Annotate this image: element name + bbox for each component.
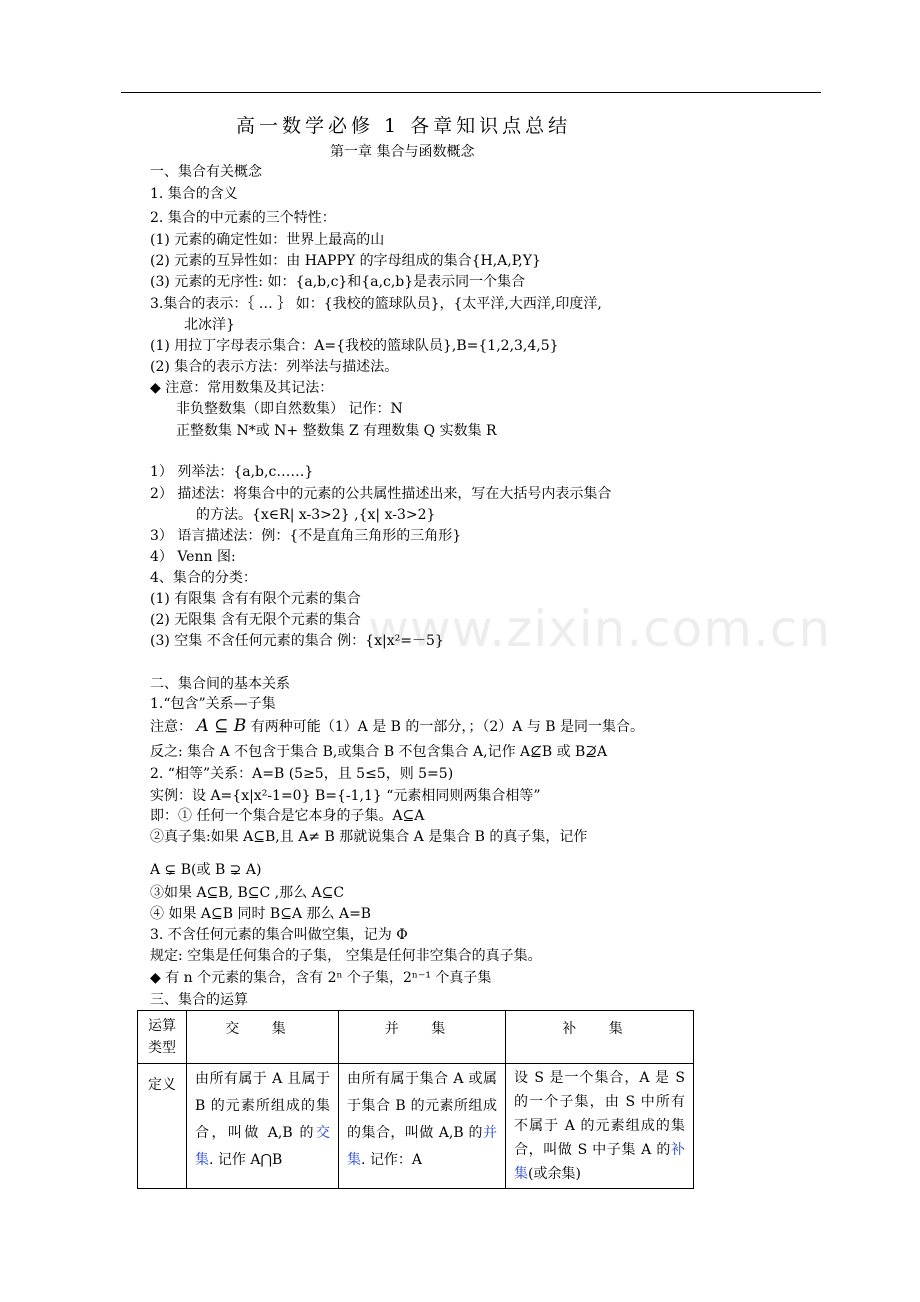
row-label: 定义 [138, 1064, 187, 1189]
section-heading-2: 二、集合间的基本关系 [150, 676, 290, 692]
text-line: ◆ 注意：常用数集及其记法： [150, 380, 334, 396]
chapter-title: 第一章 集合与函数概念 [330, 144, 475, 160]
text-line: (2) 无限集 含有无限个元素的集合 [150, 612, 361, 628]
text-line: ④ 如果 A⊆B 同时 B⊆A 那么 A=B [150, 906, 372, 922]
cell-text: 由所有属于 A 且属于 B 的元素所组成的集合，叫做 A,B 的 [195, 1071, 330, 1141]
text-line: (1) 有限集 含有有限个元素的集合 [150, 591, 361, 607]
table-cell [339, 1064, 506, 1189]
text-line: 2. 集合的中元素的三个特性： [150, 210, 336, 226]
section-heading-1: 一、集合有关概念 [150, 164, 262, 180]
term-complement: 补集 [514, 1142, 685, 1182]
text-line: 1） 列举法：{a,b,c……} [150, 464, 314, 480]
text-line: 规定: 空集是任何集合的子集， 空集是任何非空集合的真子集。 [150, 948, 542, 964]
cell-text: (或余集) [528, 1166, 581, 1182]
subset-formula: A ⊆ B [196, 716, 247, 736]
section-heading-3: 三、集合的运算 [150, 992, 248, 1008]
text-line: ②真子集:如果 A⊆B,且 A≠ B 那就说集合 A 是集合 B 的真子集，记作 [150, 829, 588, 845]
text-line: 4） Venn 图: [150, 549, 236, 565]
text-line: 3. 不含任何元素的集合叫做空集，记为 Φ [150, 927, 408, 943]
text-line: (2) 元素的互异性如：由 HAPPY 的字母组成的集合{H,A,P,Y} [150, 253, 541, 269]
set-operations-table [137, 1010, 694, 1189]
text-line: ③如果 A⊆B, B⊆C ,那么 A⊆C [150, 885, 345, 901]
table-header-row [138, 1011, 694, 1064]
text-line: 反之: 集合 A 不包含于集合 B,或集合 B 不包含集合 A,记作 A⊈B 或 B⊉A [150, 744, 608, 760]
text-line [150, 716, 644, 737]
table-header-cell: 补 集 [506, 1011, 694, 1064]
document-title: 高一数学必修 1 各章知识点总结 [236, 115, 572, 137]
note-label: 注意： [150, 719, 192, 735]
table-cell [506, 1064, 694, 1189]
text-line: (2) 集合的表示方法：列举法与描述法。 [150, 359, 399, 375]
term-intersection: 交集 [195, 1125, 330, 1168]
cell-text: . 记作：A [361, 1152, 423, 1168]
text-line: A ⊊ B(或 B ⊋ A) [150, 862, 262, 878]
table-header-cell: 运算类型 [138, 1011, 187, 1064]
text-line: 1.“包含”关系—子集 [150, 696, 276, 712]
text-line: (1) 元素的确定性如：世界上最高的山 [150, 232, 385, 248]
table-row [138, 1064, 694, 1189]
cell-text: 由所有属于集合 A 或属于集合 B 的元素所组成的集合，叫做 A,B 的 [347, 1071, 497, 1141]
text-line: 2. “相等”关系：A=B (5≥5，且 5≤5，则 5=5) [150, 766, 454, 782]
text-line: 2） 描述法：将集合中的元素的公共属性描述出来，写在大括号内表示集合 [150, 486, 612, 502]
text-line: (1) 用拉丁字母表示集合：A={我校的篮球队员},B={1,2,3,4,5} [150, 338, 559, 354]
table-header-cell: 交 集 [187, 1011, 339, 1064]
table-header-cell: 并 集 [339, 1011, 506, 1064]
header-rule [121, 92, 821, 93]
text-line: 4、集合的分类： [150, 570, 257, 586]
text-line: 正整数集 N*或 N+ 整数集 Z 有理数集 Q 实数集 R [176, 423, 497, 439]
text-line: 即：① 任何一个集合是它本身的子集。A⊆A [150, 808, 425, 824]
text-line: 非负整数集（即自然数集） 记作：N [176, 401, 403, 417]
text-line: 3） 语言描述法：例：{不是直角三角形的三角形} [150, 528, 462, 544]
table-cell [187, 1064, 339, 1189]
text-line: 北冰洋} [184, 317, 235, 333]
cell-text: 设 S 是一个集合，A 是 S 的一个子集，由 S 中所有不属于 A 的元素组成的集合，叫做 S 中子集 A 的 [514, 1070, 685, 1158]
term-union: 并集 [347, 1125, 497, 1168]
text-line: 的方法。{x∈R| x-3>2} ,{x| x-3>2} [196, 507, 436, 523]
text-line: (3) 空集 不含任何元素的集合 例：{x|x²=－5} [150, 633, 444, 649]
cell-text: . 记作 A⋂B [209, 1152, 283, 1168]
text-line: 1. 集合的含义 [150, 186, 238, 202]
text-line: (3) 元素的无序性: 如：{a,b,c}和{a,c,b}是表示同一个集合 [150, 274, 526, 290]
text-line: ◆ 有 n 个元素的集合，含有 2ⁿ 个子集，2ⁿ⁻¹ 个真子集 [150, 970, 492, 986]
text-line: 实例：设 A={x|x²-1=0} B={-1,1} “元素相同则两集合相等” [150, 788, 541, 804]
text-line: 3.集合的表示：｛ … ｝ 如：{我校的篮球队员}，{太平洋,大西洋,印度洋, [150, 296, 602, 312]
watermark: www.zixin.com.cn [368, 600, 832, 658]
note-text: 有两种可能（1）A 是 B 的一部分，；（2）A 与 B 是同一集合。 [250, 719, 645, 735]
